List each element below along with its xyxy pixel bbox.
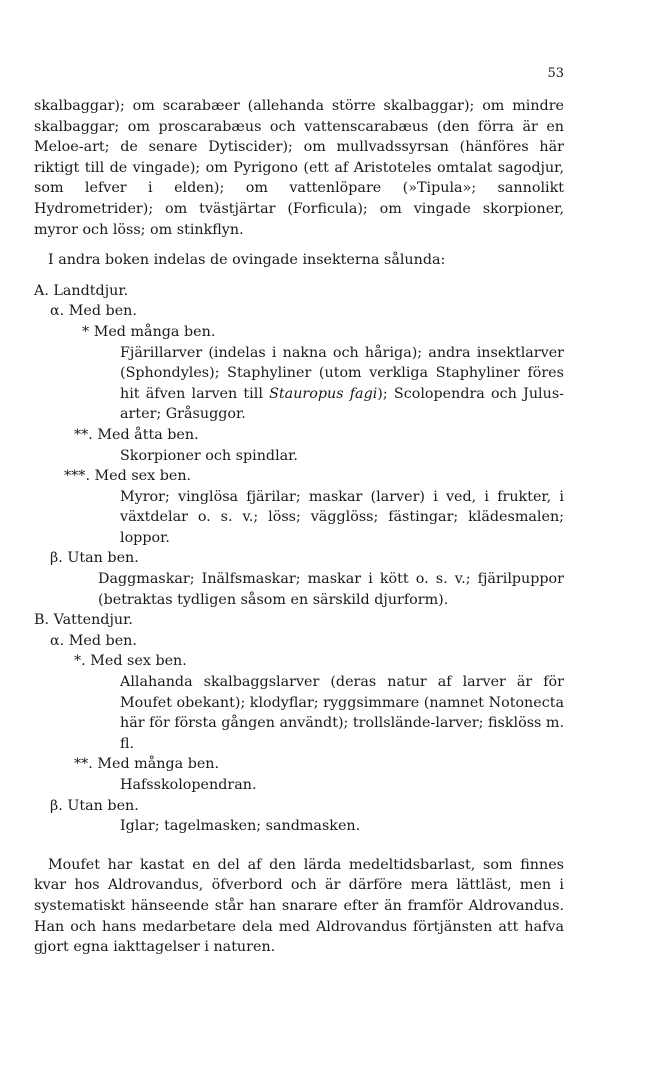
star1-text-before: Fjärillarver (indelas i nakna och håriga); andra insektlarver (Sphondyles); Staphyliner (utom verkliga Staphyliner föres hit äfven larven till	[120, 344, 564, 402]
class-a-heading: A. Landtdjur.	[34, 282, 129, 299]
class-a-alpha-star3-heading: ***. Med sex ben.	[64, 468, 192, 485]
closing-paragraph: Moufet har kastat en del af den lärda medeltidsbarlast, som finnes kvar hos Aldrovandus, öfverbord och är därföre mera lättläst, men i systematiskt hänseende står han snarare efter än framför Aldrovandus. Han och hans medarbetare dela med Aldrovandus förtjänsten att hafva gjort egna iakttagelser i naturen.	[34, 856, 564, 956]
class-a-beta-heading: β. Utan ben.	[50, 550, 139, 567]
class-a-alpha-star2-text: Skorpioner och spindlar.	[120, 447, 298, 464]
class-b-alpha-star1-text: Allahanda skalbaggslarver (deras natur af larver är för Moufet obekant); klodyflar; ryggsimmare (namnet Notonecta här för första gången användt); trollslände-larver; fisklöss m. fl.	[120, 674, 565, 752]
class-a-alpha-star2-heading: **. Med åtta ben.	[74, 426, 199, 443]
class-b-alpha-star2-heading: **. Med många ben.	[74, 756, 220, 773]
class-a-alpha-star3-text: Myror; vinglösa fjärilar; maskar (larver) i ved, i frukter, i växtdelar o. s. v.; löss; vägglöss; fästingar; klädesmalen; loppor.	[120, 488, 564, 546]
division-intro: I andra boken indelas de ovingade insekterna sålunda:	[48, 252, 446, 269]
intro-paragraph: skalbaggar); om scarabæer (allehanda större skalbaggar); om mindre skalbaggar; om proscarabæus och vattenscarabæus (den förra är en Meloe-art; de senare Dytiscider); om mullvadssyrsan (hänföres här riktigt till de vingade); om Pyrigono (ett af Aristoteles omtalat sagodjur, som lefver i elden); om vattenlöpare (»Tipula»; sannolikt Hydrometrider); om tvästjärtar (Forficula); om vingade skorpioner, myror och löss; om stinkflyn.	[34, 98, 564, 238]
star1-text-after: ); Scolopendra och Julus-arter; Gråsuggor.	[120, 385, 564, 423]
classification-list	[34, 281, 564, 837]
class-b-beta-text: Iglar; tagelmasken; sandmasken.	[120, 818, 361, 835]
species-name-italic: Stauropus fagi	[269, 385, 378, 402]
class-b-alpha-heading: α. Med ben.	[50, 632, 137, 649]
class-a-alpha-star1-heading: * Med många ben.	[82, 323, 216, 340]
class-b-alpha-star2-text: Hafsskolopendran.	[120, 777, 257, 793]
class-a-beta-text: Daggmaskar; Inälfsmaskar; maskar i kött o. s. v.; fjärilpuppor (betraktas tydligen såsom en särskild djurform).	[98, 571, 564, 608]
book-page	[34, 66, 564, 958]
class-b-beta-heading: β. Utan ben.	[50, 797, 139, 814]
class-b-heading: B. Vattendjur.	[34, 612, 133, 629]
class-a-alpha-star1-text	[120, 343, 564, 425]
page-number: 53	[547, 66, 564, 81]
class-b-alpha-star1-heading: *. Med sex ben.	[74, 653, 187, 670]
class-a-alpha-heading: α. Med ben.	[50, 303, 137, 320]
